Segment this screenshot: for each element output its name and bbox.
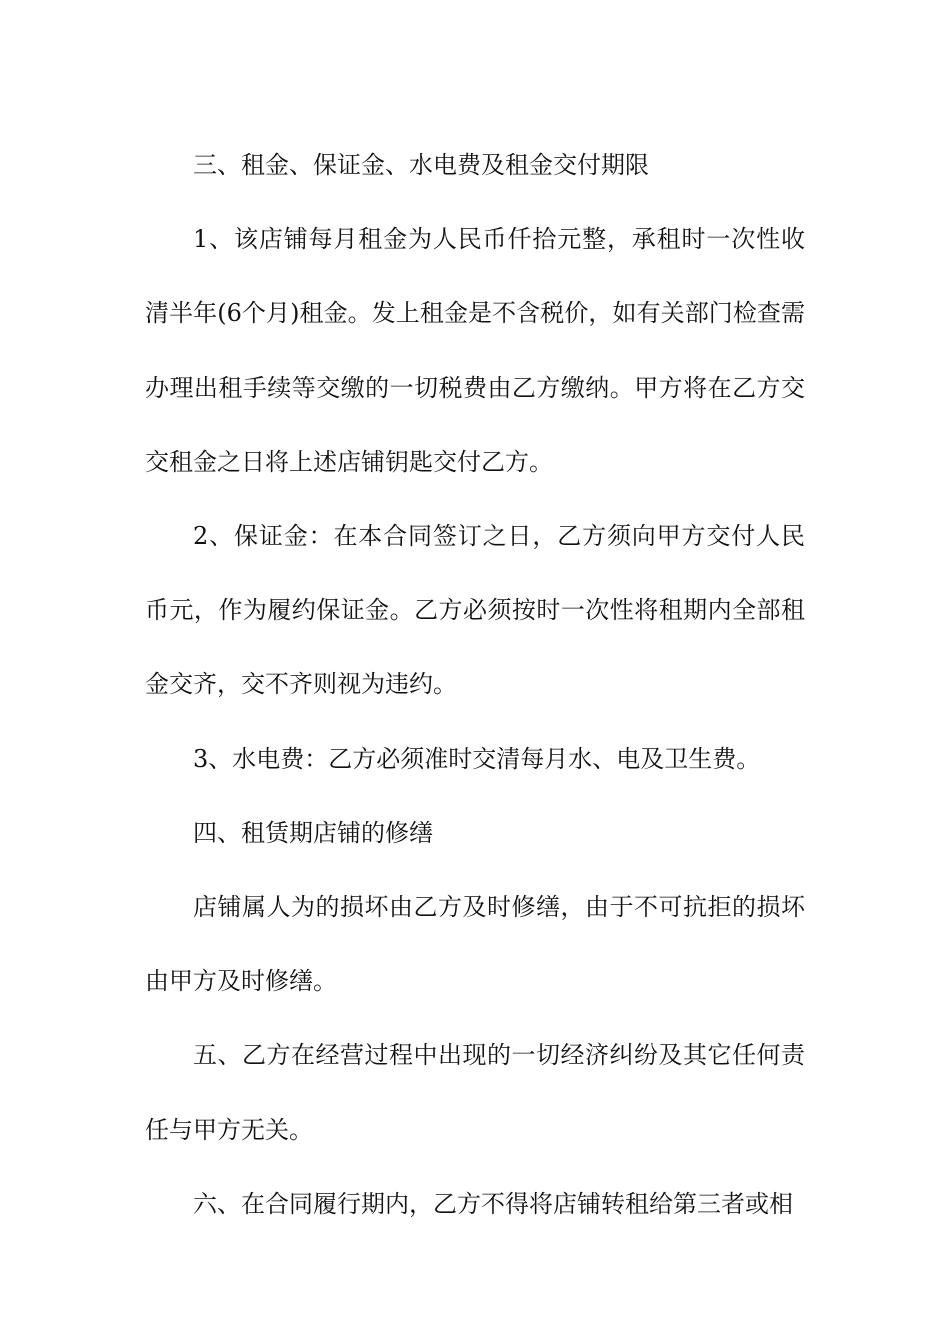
document-body bbox=[145, 128, 805, 1241]
paragraph-disputes: 五、乙方在经营过程中出现的一切经济纠纷及其它任何责任与甲方无关。 bbox=[145, 1041, 805, 1144]
paragraph-utilities: 3、水电费：乙方必须准时交清每月水、电及卫生费。 bbox=[193, 744, 761, 773]
paragraph-repairs: 店铺属人为的损坏由乙方及时修缮，由于不可抗拒的损坏由甲方及时修缮。 bbox=[145, 893, 805, 996]
section-heading-rent: 三、租金、保证金、水电费及租金交付期限 bbox=[193, 151, 649, 179]
paragraph-sublease: 六、在合同履行期内，乙方不得将店铺转租给第三者或相 bbox=[193, 1189, 793, 1218]
paragraph-deposit: 2、保证金：在本合同签订之日，乙方须向甲方交付人民币元，作为履约保证金。乙方必须按时一次性将租期内全部租金交齐，交不齐则视为违约。 bbox=[145, 522, 805, 699]
section-heading-repairs: 四、租赁期店铺的修缮 bbox=[193, 818, 433, 847]
paragraph-rent-terms: 1、该店铺每月租金为人民币仟拾元整，承租时一次性收清半年(6个月)租金。发上租金是不含税价，如有关部门检查需办理出租手续等交缴的一切税费由乙方缴纳。甲方将在乙方交交租金之日将上述店铺钥匙交付乙方。 bbox=[145, 225, 805, 476]
